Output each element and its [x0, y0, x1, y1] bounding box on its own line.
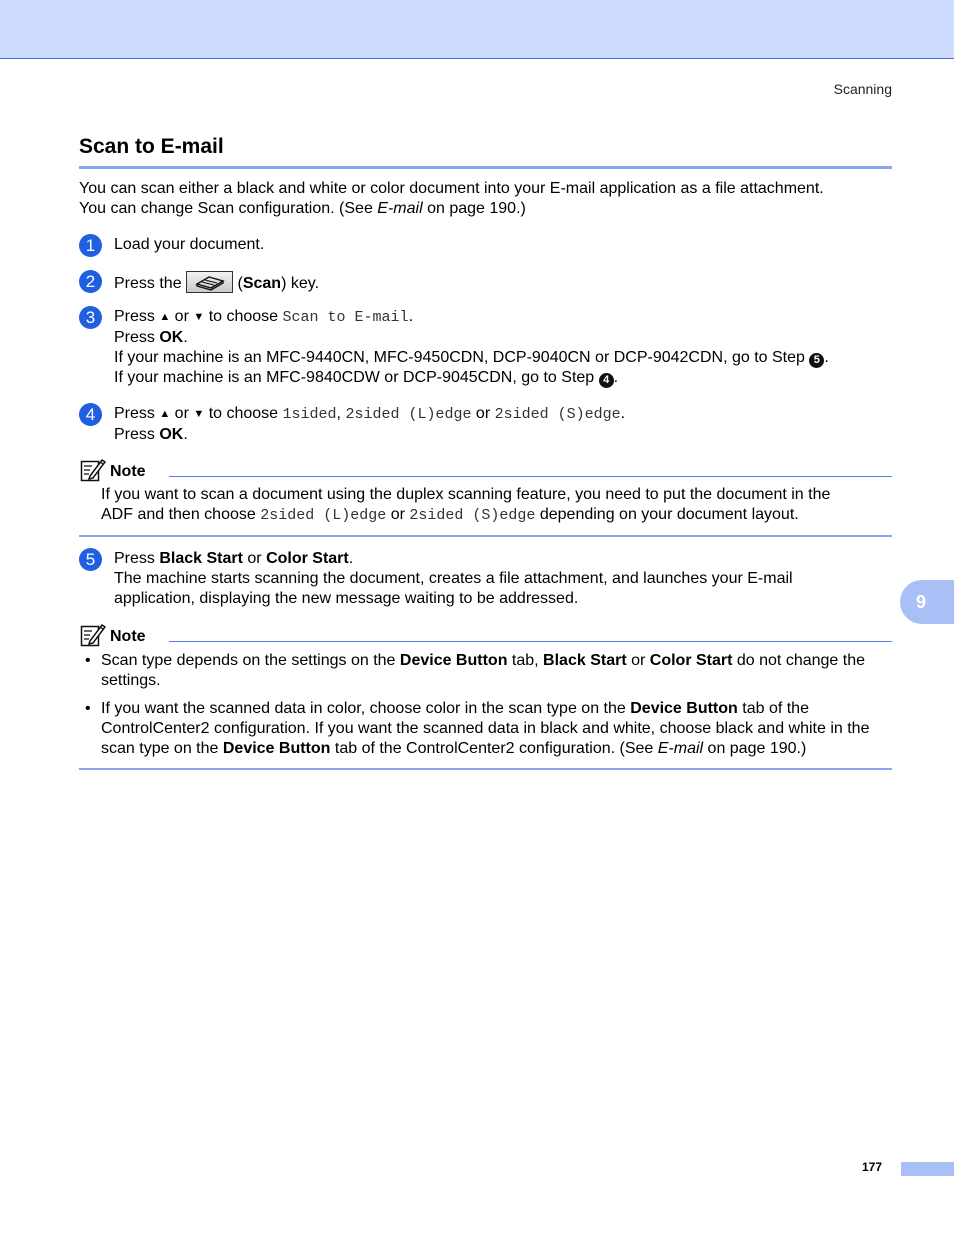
step-1 — [79, 235, 892, 255]
ok-key-label: OK — [159, 329, 184, 346]
note-end-rule — [79, 535, 892, 537]
down-arrow-icon: ▼ — [193, 408, 205, 420]
pencil-note-icon — [80, 458, 106, 482]
page-title: Scan to E-mail — [79, 135, 224, 158]
note-bullet-list — [85, 651, 892, 767]
menu-option: 2sided (S)edge — [409, 507, 536, 524]
step-reference-icon[interactable]: 4 — [599, 373, 614, 388]
page-number: 177 — [862, 1160, 883, 1174]
intro-paragraph: You can scan either a black and white or color document into your E-mail application as a file attachment. You can change Scan configuration. (See E-mail on page 190.) — [79, 180, 824, 217]
down-arrow-icon: ▼ — [193, 311, 205, 323]
email-reference[interactable]: E-mail — [657, 740, 704, 757]
step-reference-icon[interactable]: 5 — [809, 353, 824, 368]
step-number-icon: 2 — [79, 270, 102, 293]
step-2: 2 Press the (Scan) key. — [79, 271, 892, 294]
pencil-note-icon — [80, 623, 106, 647]
step-number-icon: 1 — [79, 234, 102, 257]
note-divider — [169, 476, 892, 477]
black-start-key: Black Start — [159, 550, 243, 567]
menu-option: 2sided (L)edge — [260, 507, 387, 524]
menu-option: 2sided (S)edge — [494, 406, 621, 423]
note-divider — [169, 641, 892, 642]
list-item: • Scan type depends on the settings on the Device Button tab, Black Start or Color Start do not change the settings. — [85, 651, 892, 691]
step-number-icon: 4 — [79, 403, 102, 426]
color-start-key: Color Start — [266, 550, 349, 567]
note-label: Note — [110, 628, 146, 645]
menu-option: 2sided (L)edge — [345, 406, 472, 423]
note-header — [80, 458, 892, 482]
note-label: Note — [110, 463, 146, 480]
step-5: 5 Press Black Start or Color Start. The machine starts scanning the document, creates a file attachment, and launches your E-mail application, displaying the new message waiting to be addressed. — [79, 549, 892, 609]
top-header-band — [0, 0, 954, 59]
up-arrow-icon: ▲ — [159, 311, 171, 323]
note-end-rule — [79, 768, 892, 770]
step-3: 3 Press ▲ or ▼ to choose Scan to E-mail. Press OK. If your machine is an MFC-9440CN, MFC-9450CDN, DCP-9040CN or DCP-9042CDN, go to Step 5 . If your machine is an MFC-9840CDW or DCP-9045CDN, go to Step 4 . — [79, 307, 892, 388]
email-reference[interactable]: E-mail — [377, 200, 423, 217]
running-header: Scanning — [833, 81, 892, 97]
note-header — [80, 623, 892, 647]
title-rule — [79, 166, 892, 169]
up-arrow-icon: ▲ — [159, 408, 171, 420]
step-text: Load your document. — [114, 236, 265, 253]
step-4: 4 Press ▲ or ▼ to choose 1sided, 2sided (L)edge or 2sided (S)edge. Press OK. — [79, 404, 892, 445]
menu-option: 1sided — [282, 406, 337, 423]
step-number-icon: 3 — [79, 306, 102, 329]
scanner-key-icon — [186, 271, 233, 293]
menu-option: Scan to E-mail — [282, 309, 409, 326]
page-number-bar — [901, 1162, 954, 1176]
chapter-tab: 9 — [900, 580, 954, 624]
list-item: • If you want the scanned data in color, choose color in the scan type on the Device Button tab of the ControlCenter2 configuration. If you want the scanned data in black and white, choose black and white in the scan type on the Device Button tab of the ControlCenter2 configuration. (See E-mail on page 190.) — [85, 699, 892, 759]
step-number-icon: 5 — [79, 548, 102, 571]
note-text: If you want to scan a document using the duplex scanning feature, you need to put the document in the ADF and then choose 2sided (L)edge or 2sided (S)edge depending on your document layout. — [101, 486, 831, 524]
ok-key-label: OK — [159, 426, 184, 443]
